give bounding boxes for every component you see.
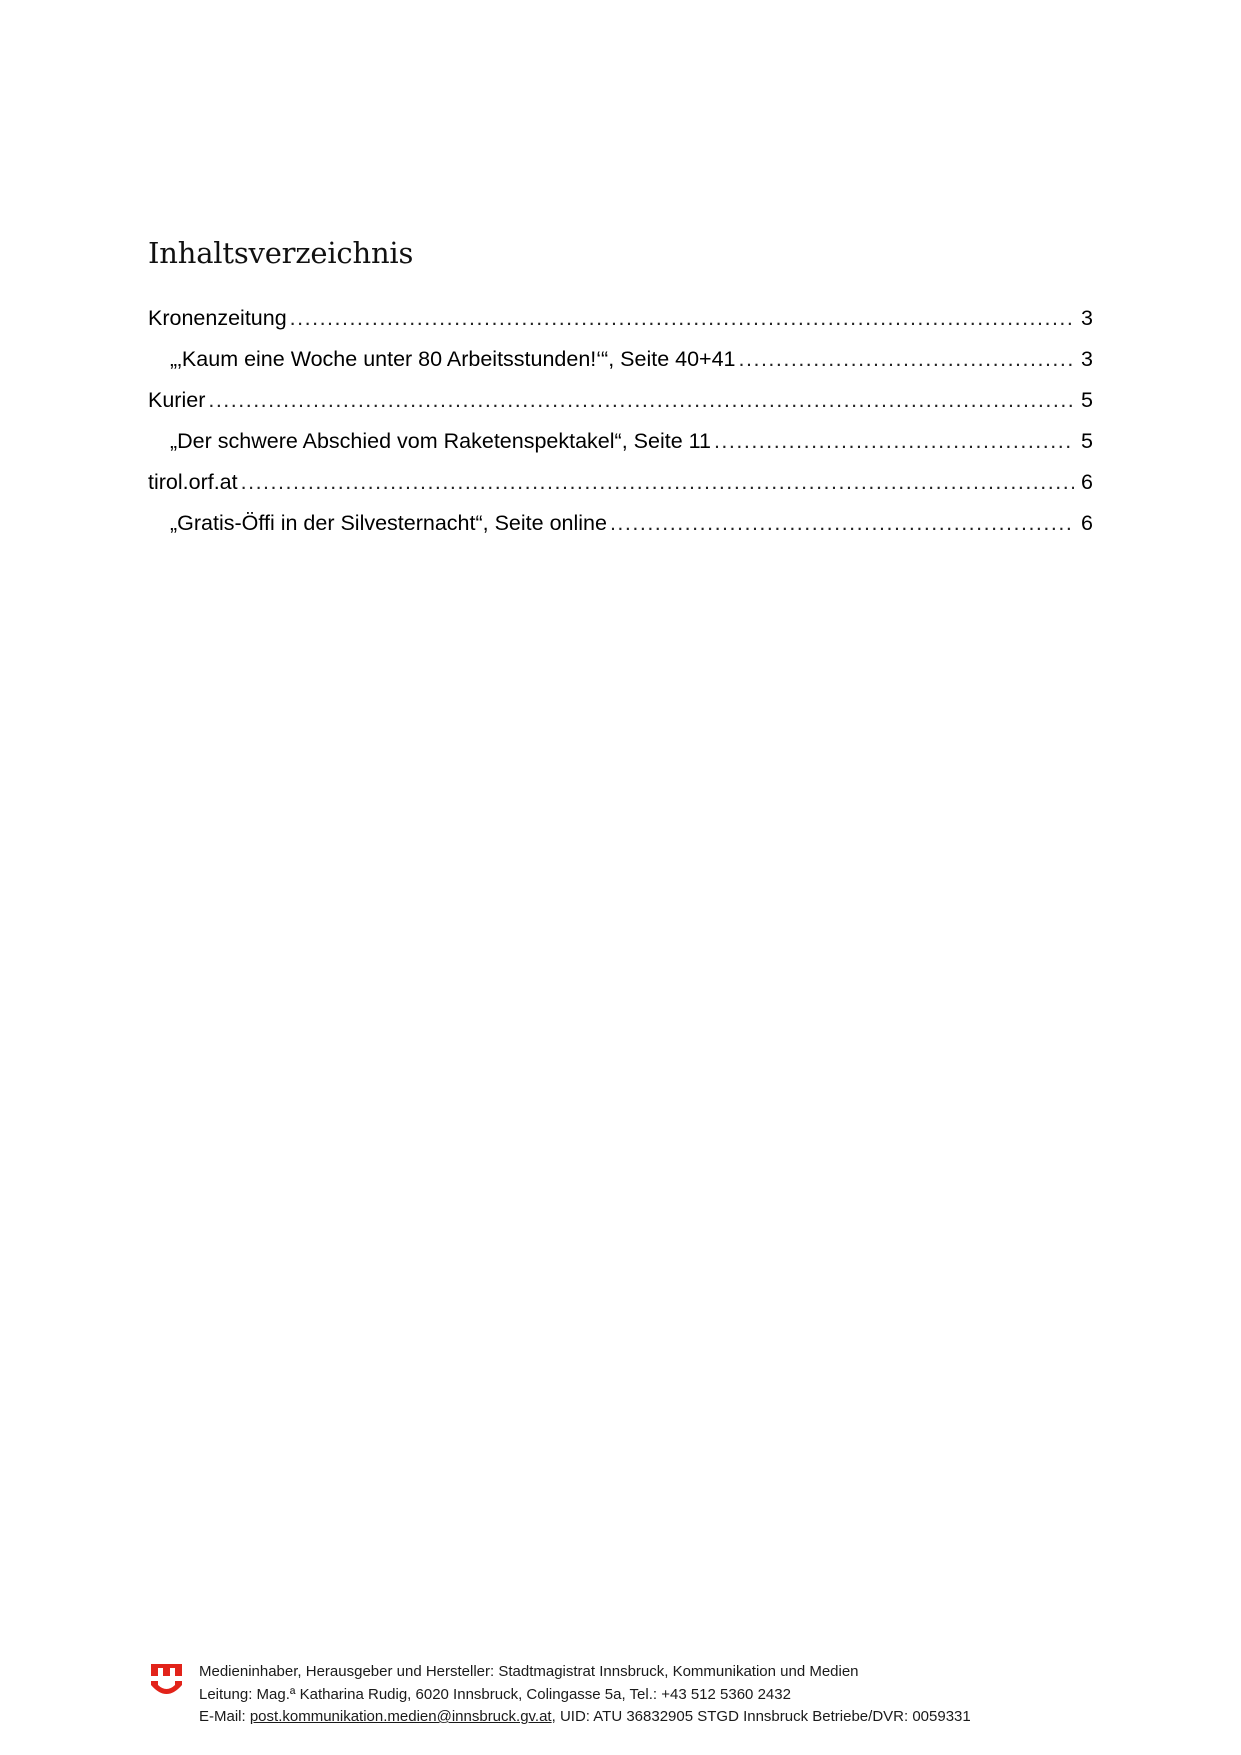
toc-heading: Inhaltsverzeichnis xyxy=(148,236,414,270)
dot-leader xyxy=(290,306,1074,331)
toc-entry-page: 6 xyxy=(1081,511,1093,535)
toc-entry-arbeitsstunden[interactable] xyxy=(148,347,1093,388)
toc-entry-title: „Gratis-Öffi in der Silvesternacht“, Seite online xyxy=(170,511,607,535)
footer-line-management: Leitung: Mag.ª Katharina Rudig, 6020 Innsbruck, Colingasse 5a, Tel.: +43 512 5360 2432 xyxy=(199,1685,791,1703)
footer-line-publisher: Medieninhaber, Herausgeber und Hersteller: Stadtmagistrat Innsbruck, Kommunikation und Medien xyxy=(199,1663,859,1680)
dot-leader xyxy=(241,470,1074,495)
toc-entry-title: „‚Kaum eine Woche unter 80 Arbeitsstunden!‘“, Seite 40+41 xyxy=(170,347,736,371)
toc-entry-gratis-oeffi[interactable] xyxy=(148,511,1093,552)
footer-text xyxy=(199,1661,971,1729)
toc-entry-raketenspektakel[interactable] xyxy=(148,429,1093,470)
toc-entry-page: 3 xyxy=(1081,306,1093,330)
toc-list xyxy=(148,306,1093,552)
toc-entry-title: Kronenzeitung xyxy=(148,306,287,330)
dot-leader xyxy=(714,429,1074,454)
dot-leader xyxy=(610,511,1074,536)
toc-entry-title: tirol.orf.at xyxy=(148,470,238,494)
toc-entry-title: „Der schwere Abschied vom Raketenspektakel“, Seite 11 xyxy=(170,429,711,453)
dot-leader xyxy=(739,347,1074,372)
toc-entry-page: 5 xyxy=(1081,429,1093,453)
footer-email-link[interactable]: post.kommunikation.medien@innsbruck.gv.at xyxy=(249,1708,552,1725)
toc-entry-page: 6 xyxy=(1081,470,1093,494)
dot-leader xyxy=(208,388,1074,413)
footer-registration: , UID: ATU 36832905 STGD Innsbruck Betriebe/DVR: 0059331 xyxy=(551,1708,971,1725)
toc-entry-kurier[interactable] xyxy=(148,388,1093,429)
toc-entry-title: Kurier xyxy=(148,388,206,412)
footer-email-label: E-Mail: xyxy=(199,1708,250,1725)
innsbruck-logo-icon xyxy=(150,1663,183,1697)
footer-line-contact xyxy=(199,1706,971,1729)
toc-entry-page: 5 xyxy=(1081,388,1093,412)
toc-entry-tirol-orf[interactable] xyxy=(148,470,1093,511)
page-footer xyxy=(150,1661,1090,1727)
toc-entry-kronenzeitung[interactable] xyxy=(148,306,1093,347)
toc-entry-page: 3 xyxy=(1081,347,1093,371)
